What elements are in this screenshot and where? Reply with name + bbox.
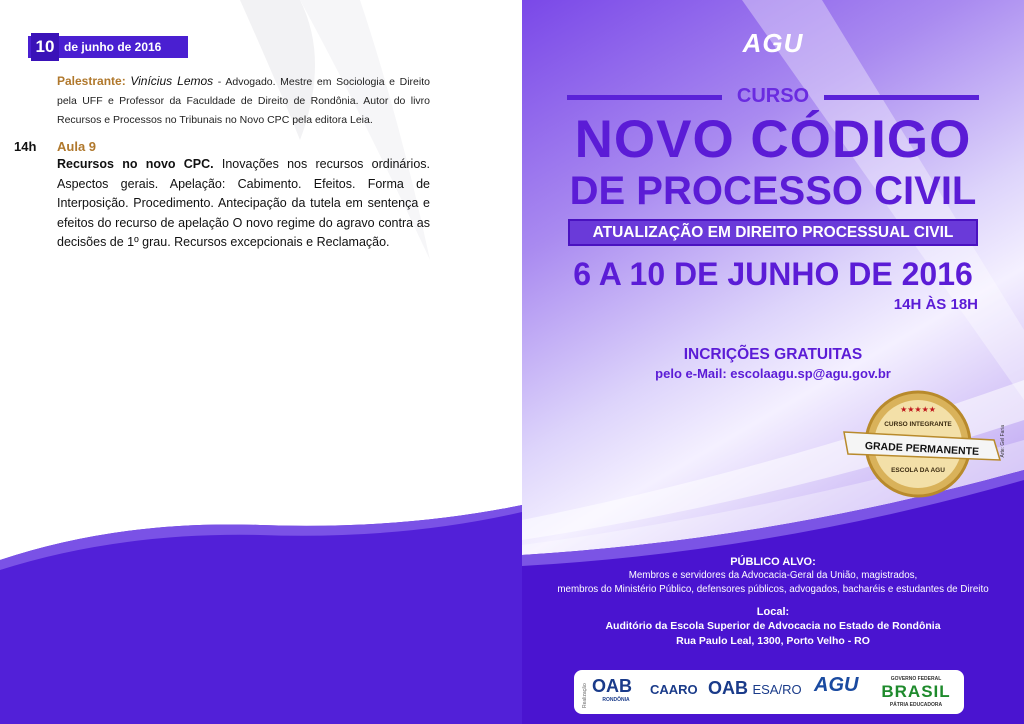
agu-sponsor-logo-text: AGU — [814, 674, 859, 696]
event-dates — [522, 252, 1024, 296]
oab-logo-sub: RONDÔNIA — [602, 697, 630, 703]
caaro-logo — [650, 682, 702, 714]
agu-sponsor-logo — [814, 674, 864, 706]
agu-logo — [738, 28, 808, 59]
realizacao-label: Realização — [582, 683, 588, 708]
inscricoes-heading: INCRIÇÕES GRATUITAS — [683, 346, 863, 363]
oab-logo-text: OAB — [592, 676, 632, 696]
publico-line-2: membros do Ministério Público, defensores públicos, advogados, bacharéis e estudantes de Direito — [557, 584, 989, 595]
art-credit: Arte: Gel Faria — [1000, 425, 1006, 458]
oab-rondonia-logo — [592, 676, 640, 708]
caaro-logo-text: CAARO — [650, 682, 698, 697]
badge-ribbon-text: GRADE PERMANENTE — [864, 440, 980, 458]
aula-text: Inovações nos recursos ordinários. Aspectos gerais. Apelação: Cabimento. Efeitos. Forma de Interposição. Procedimento. Antecipação da tutela em sentença e efeitos do recurso de apelação O novo regime do agravo contra as decisões de 1º grau. Recursos excepcionais e Reclamação. — [57, 157, 430, 249]
aula-lead: Recursos no novo CPC. — [57, 157, 214, 171]
grade-permanente-badge — [842, 388, 1002, 500]
contact-email[interactable]: pelo e-Mail: escolaagu.sp@agu.gov.br — [655, 366, 891, 381]
speaker-paragraph — [57, 72, 430, 130]
title-line-1: NOVO CÓDIGO — [574, 110, 972, 169]
badge-stars: ★★★★★ — [900, 405, 936, 414]
event-dates-text: 6 A 10 DE JUNHO DE 2016 — [573, 256, 973, 292]
date-number: 10 — [31, 33, 59, 61]
local-heading: Local: — [756, 606, 790, 618]
right-page — [522, 0, 1024, 724]
badge-bottom-text: ESCOLA DA AGU — [891, 467, 945, 474]
session-time: 14h — [14, 139, 37, 154]
brasil-logo-text: BRASIL — [881, 682, 951, 701]
speaker-name: Vinícius Lemos — [130, 74, 214, 88]
oab-esa-logo — [708, 678, 806, 710]
local-venue: Auditório da Escola Superior de Advocacia no Estado de Rondônia — [605, 620, 941, 632]
title-line-2: DE PROCESSO CIVIL — [569, 169, 977, 213]
subtitle-bar: ATUALIZAÇÃO EM DIREITO PROCESSUAL CIVIL — [568, 219, 978, 246]
aula-description — [57, 155, 430, 253]
publico-alvo-text — [532, 569, 1014, 597]
oab-esa-oab-text: OAB — [708, 678, 748, 698]
publico-line-1: Membros e servidores da Advocacia-Geral da União, magistrados, — [628, 570, 918, 581]
aula-title: Aula 9 — [57, 139, 97, 154]
speaker-bio: - Advogado. Mestre em Sociologia e Direito pela UFF e Professor da Faculdade de Direito de Rondônia. Autor do livro Recursos e Processos no Tribunais no Novo CPC pela editora Leia. — [57, 76, 430, 126]
brasil-logo-top: GOVERNO FEDERAL — [890, 676, 942, 682]
badge-top-text: CURSO INTEGRANTE — [884, 421, 952, 428]
governo-federal-brasil-logo — [874, 676, 958, 708]
local-address: Rua Paulo Leal, 1300, Porto Velho - RO — [676, 635, 870, 647]
brasil-logo-bottom: PÁTRIA EDUCADORA — [889, 702, 943, 708]
speaker-label: Palestrante: — [57, 74, 126, 88]
agu-logo-text: AGU — [742, 28, 804, 58]
event-hours — [894, 296, 978, 313]
curso-label: CURSO — [736, 85, 810, 107]
date-text: de junho de 2016 — [64, 40, 162, 54]
publico-alvo-heading: PÚBLICO ALVO: — [730, 556, 816, 568]
esa-logo-text: ESA/RO — [752, 682, 802, 697]
event-hours-text: 14H ÀS 18H — [893, 296, 978, 313]
sponsor-logos-bar — [574, 670, 964, 714]
